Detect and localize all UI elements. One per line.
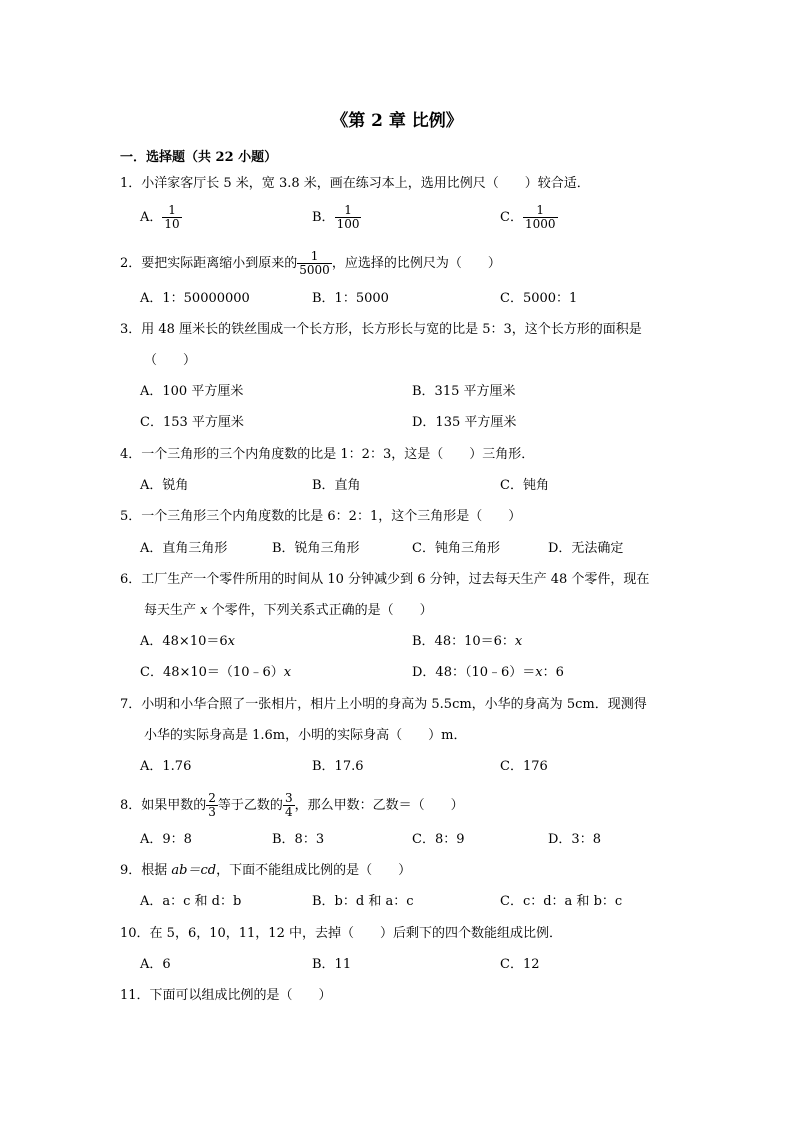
question-6-option-c: C．48×10＝（10﹣6）x	[140, 665, 292, 680]
fraction: $\frac{1}{5000}$	[299, 249, 330, 277]
question-8-option-b: B．8：3	[272, 832, 325, 847]
question-10-option-b: B．11	[312, 957, 352, 972]
question-5-option-c: C．钝角三角形	[412, 541, 500, 556]
question-3-option-c: C．153 平方厘米	[140, 415, 244, 430]
question-7-stem-cont: 小华的实际身高是 1.6m，小明的实际身高（ ）m．	[144, 728, 467, 743]
fraction: $\frac{2}{3}$	[208, 791, 216, 819]
question-7-option-a: A．1.76	[140, 759, 192, 774]
question-7-option-c: C．176	[500, 759, 548, 774]
question-8-stem: 8．如果甲数的 $\frac{2}{3}$ 等于乙数的 $\frac{3}{4}$ ，那么甲数：乙数＝（ ）	[120, 791, 464, 819]
question-6-stem: 6．工厂生产一个零件所用的时间从 10 分钟减少到 6 分钟，过去每天生产 48 个零件，现在	[120, 572, 650, 587]
question-7-stem: 7．小明和小华合照了一张相片，相片上小明的身高为 5.5cm，小华的身高为 5cm．现测得	[120, 697, 647, 712]
question-2-stem: 2．要把实际距离缩小到原来的 $\frac{1}{5000}$ ，应选择的比例尺为（ ）	[120, 249, 501, 277]
fraction: $\frac{3}{4}$	[284, 791, 293, 819]
question-4-option-a: A．锐角	[140, 478, 189, 493]
question-1-option-b: B． $\frac{1}{100}$	[312, 203, 360, 231]
question-11-stem: 11．下面可以组成比例的是（ ）	[120, 988, 332, 1003]
question-5-stem: 5．一个三角形三个内角度数的比是 6：2：1，这个三角形是（ ）	[120, 509, 522, 524]
question-4-stem: 4．一个三角形的三个内角度数的比是 1：2：3，这是（ ）三角形．	[120, 447, 535, 462]
question-6-option-b: B．48：10＝6：x	[412, 634, 523, 649]
question-5-option-b: B．锐角三角形	[272, 541, 360, 556]
question-4-option-b: B．直角	[312, 478, 361, 493]
fraction: $\frac{1}{1000}$	[524, 203, 556, 231]
question-2-option-a: A．1：50000000	[140, 291, 250, 306]
question-5-option-a: A．直角三角形	[140, 541, 228, 556]
question-6-stem-cont: 每天生产 x 个零件，下列关系式正确的是（ ）	[144, 603, 433, 618]
question-9-option-a: A．a：c 和 d：b	[140, 894, 242, 909]
question-1-stem: 1．小洋家客厅长 5 米，宽 3.8 米，画在练习本上，选用比例尺（ ）较合适．	[120, 176, 590, 191]
question-8-option-d: D．3：8	[548, 832, 601, 847]
question-2-option-c: C．5000：1	[500, 291, 578, 306]
question-4-option-c: C．钝角	[500, 478, 549, 493]
section-heading: 一．选择题（共 22 小题）	[120, 150, 278, 165]
question-3-stem-cont: （ ）	[144, 353, 197, 368]
question-9-option-b: B．b：d 和 a：c	[312, 894, 414, 909]
fraction: $\frac{1}{100}$	[336, 203, 360, 231]
question-3-option-b: B．315 平方厘米	[412, 384, 516, 399]
question-9-option-c: C．c：d：a 和 b：c	[500, 894, 623, 909]
fraction: $\frac{1}{10}$	[164, 203, 180, 231]
question-6-option-a: A．48×10＝6x	[140, 634, 235, 649]
question-3-stem: 3．用 48 厘米长的铁丝围成一个长方形，长方形长与宽的比是 5：3，这个长方形的面积是	[120, 322, 642, 337]
question-10-option-a: A．6	[140, 957, 171, 972]
question-10-stem: 10．在 5，6，10，11，12 中，去掉（ ）后剩下的四个数能组成比例．	[120, 926, 562, 941]
question-5-option-d: D．无法确定	[548, 541, 624, 556]
question-1-option-c: C． $\frac{1}{1000}$	[500, 203, 556, 231]
question-6-option-d: D．48：（10﹣6）＝x：6	[412, 665, 564, 680]
question-8-option-c: C．8：9	[412, 832, 465, 847]
question-7-option-b: B．17.6	[312, 759, 364, 774]
question-2-option-b: B．1：5000	[312, 291, 389, 306]
question-1-option-a: A． $\frac{1}{10}$	[140, 203, 180, 231]
question-3-option-d: D．135 平方厘米	[412, 415, 517, 430]
question-9-stem: 9．根据 ab＝cd，下面不能组成比例的是（ ）	[120, 863, 412, 878]
question-3-option-a: A．100 平方厘米	[140, 384, 244, 399]
document-title: 《第 2 章 比例》	[331, 111, 463, 131]
question-10-option-c: C．12	[500, 957, 540, 972]
question-8-option-a: A．9：8	[140, 832, 192, 847]
